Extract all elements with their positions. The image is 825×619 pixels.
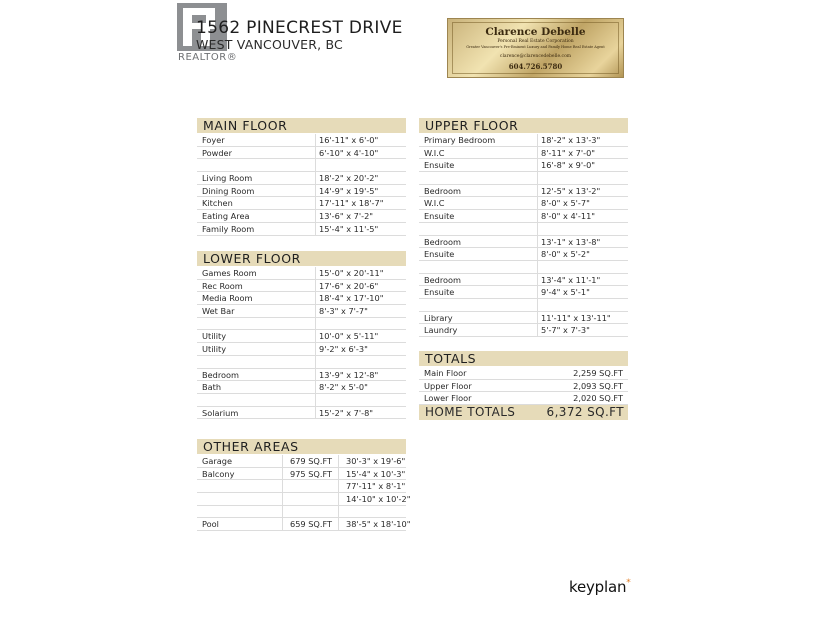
table-row [197,369,406,382]
room-dimensions: 17'-6" x 20'-6" [319,280,379,291]
column-divider [282,506,283,518]
column-divider [537,236,538,248]
table-row [197,172,406,185]
other-areas-table [197,455,411,531]
room-dimensions: 11'-11" x 13'-11" [541,312,611,323]
address-line-1: 1562 PINECREST DRIVE [196,18,403,38]
room-dimensions: 8'-0" x 4'-11" [541,211,596,222]
totals-table [419,367,628,405]
upper-floor-header: UPPER FLOOR [419,118,628,133]
column-divider [315,292,316,304]
room-name: Primary Bedroom [424,135,496,145]
column-divider [315,330,316,342]
table-row [197,223,406,236]
room-dimensions: 8'-0" x 5'-2" [541,249,590,260]
room-dimensions: 18'-2" x 13'-3" [541,135,601,145]
column-divider [537,286,538,298]
table-row [197,518,411,531]
column-divider [282,518,283,530]
room-dimensions: 13'-9" x 12'-8" [319,369,379,380]
lower-floor-header: LOWER FLOOR [197,251,406,266]
home-totals-label: HOME TOTALS [425,405,516,419]
room-name: Foyer [202,135,225,145]
realtor-wordmark: REALTOR® [178,52,238,63]
area-dimensions: 14'-10" x 10'-2" [346,494,411,505]
table-row [419,312,628,325]
column-divider [315,381,316,393]
table-row [419,159,628,172]
column-divider [315,197,316,209]
column-divider [537,172,538,184]
table-row [197,267,406,280]
table-row [419,274,628,287]
column-divider [338,518,339,530]
column-divider [282,493,283,505]
column-divider [537,134,538,146]
keyplan-star-icon: * [626,578,631,588]
room-dimensions: 16'-8" x 9'-0" [541,160,596,171]
table-row [197,210,406,223]
room-dimensions: 9'-2" x 6'-3" [319,344,368,355]
table-row [419,185,628,198]
agent-email: clarence@clarencedebelle.com [499,54,572,59]
room-dimensions: 10'-0" x 5'-11" [319,331,379,342]
keyplan-wordmark: keyplan [569,578,627,596]
table-row [419,261,628,274]
table-row [197,480,406,493]
totals-row [419,380,628,393]
room-name: Eating Area [202,211,250,222]
totals-label: Main Floor [424,368,467,378]
column-divider [282,480,283,492]
totals-header: TOTALS [419,351,628,366]
room-name: Ensuite [424,160,455,171]
totals-value: 2,093 SQ.FT [573,380,623,391]
totals-value: 2,259 SQ.FT [573,368,623,378]
column-divider [338,468,339,480]
room-name: Kitchen [202,198,233,209]
room-dimensions: 8'-2" x 5'-0" [319,382,368,393]
table-row [197,381,406,394]
main-floor-header: MAIN FLOOR [197,118,406,133]
column-divider [537,223,538,235]
table-row [419,134,628,147]
table-row [197,343,406,356]
column-divider [315,159,316,171]
room-name: Living Room [202,173,253,184]
table-row [419,286,628,299]
agent-phone: 604.726.5780 [508,62,563,71]
totals-value: 2,020 SQ.FT [573,393,623,404]
totals-row [419,392,628,405]
room-name: Wet Bar [202,306,235,317]
table-row [419,147,628,160]
column-divider [315,134,316,146]
column-divider [315,185,316,197]
table-row [419,324,628,337]
table-row [197,356,406,369]
room-dimensions: 14'-9" x 19'-5" [319,185,379,196]
table-row [197,159,406,172]
room-dimensions: 12'-5" x 13'-2" [541,185,601,196]
room-dimensions: 16'-11" x 6'-0" [319,135,379,145]
area-dimensions: 30'-3" x 19'-6" [346,456,406,466]
column-divider [315,210,316,222]
room-name: Laundry [424,325,458,336]
column-divider [315,267,316,279]
area-dimensions: 15'-4" x 10'-3" [346,468,406,479]
table-row [197,197,406,210]
column-divider [537,159,538,171]
table-row [197,134,406,147]
keyplan-logo [569,578,631,596]
column-divider [315,280,316,292]
table-row [197,147,406,160]
table-row [197,468,406,481]
room-dimensions: 18'-2" x 20'-2" [319,173,379,184]
column-divider [315,343,316,355]
table-row [197,330,406,343]
room-name: Solarium [202,407,239,418]
table-row [197,280,406,293]
area-dimensions: 77'-11" x 8'-1" [346,481,406,492]
table-row [197,407,406,420]
room-name: Bedroom [424,185,462,196]
room-name: Ensuite [424,249,455,260]
column-divider [315,318,316,330]
totals-label: Upper Floor [424,380,472,391]
column-divider [338,480,339,492]
area-size: 659 SQ.FT [290,519,333,530]
room-name: Dining Room [202,185,255,196]
agent-name: Clarence Debelle [485,26,586,38]
room-dimensions: 8'-3" x 7'-7" [319,306,368,317]
column-divider [537,185,538,197]
totals-label: Lower Floor [424,393,472,404]
table-row [419,248,628,261]
column-divider [537,248,538,260]
agent-tagline: Greater Vancouver's Pre-Eminent Luxury and Family Home Real Estate Agent [466,45,605,49]
column-divider [315,394,316,406]
room-dimensions: 15'-0" x 20'-11" [319,268,384,278]
room-name: Media Room [202,293,253,304]
room-dimensions: 18'-4" x 17'-10" [319,293,384,304]
room-name: Ensuite [424,211,455,222]
table-row [419,236,628,249]
area-size: 975 SQ.FT [290,468,333,479]
column-divider [537,324,538,336]
column-divider [537,299,538,311]
upper-floor-table [419,134,628,337]
area-size: 679 SQ.FT [290,456,333,466]
room-name: Rec Room [202,280,243,291]
table-row [197,455,406,468]
room-name: W.I.C [424,147,445,158]
table-row [197,318,406,331]
column-divider [315,223,316,235]
room-dimensions: 9'-4" x 5'-1" [541,287,590,298]
column-divider [315,172,316,184]
column-divider [315,305,316,317]
column-divider [537,274,538,286]
totals-row [419,367,628,380]
room-dimensions: 5'-7" x 7'-3" [541,325,590,336]
other-areas-header: OTHER AREAS [197,439,406,454]
room-dimensions: 15'-2" x 7'-8" [319,407,374,418]
column-divider [315,147,316,159]
column-divider [338,506,339,518]
room-name: Bedroom [424,274,462,285]
room-name: Ensuite [424,287,455,298]
area-name: Garage [202,456,232,466]
room-name: Utility [202,344,227,355]
column-divider [338,493,339,505]
address-line-2: WEST VANCOUVER, BC [196,37,343,52]
table-row [419,223,628,236]
area-name: Balcony [202,468,235,479]
column-divider [537,197,538,209]
table-row [197,394,406,407]
agent-corporation: Personal Real Estate Corporation [497,39,574,44]
room-dimensions: 13'-1" x 13'-8" [541,236,601,247]
table-row [419,299,628,312]
column-divider [537,261,538,273]
room-name: Bedroom [424,236,462,247]
table-row [419,172,628,185]
room-dimensions: 8'-11" x 7'-0" [541,147,596,158]
column-divider [537,210,538,222]
table-row [197,292,406,305]
room-dimensions: 15'-4" x 11'-5" [319,223,379,234]
column-divider [537,312,538,324]
room-dimensions: 17'-11" x 18'-7" [319,198,384,209]
main-floor-table [197,134,406,236]
room-dimensions: 13'-4" x 11'-1" [541,274,601,285]
area-dimensions: 38'-5" x 18'-10" [346,519,411,530]
room-name: W.I.C [424,198,445,209]
room-dimensions: 8'-0" x 5'-7" [541,198,590,209]
table-row [197,493,411,506]
room-name: Library [424,312,453,323]
home-totals-value: 6,372 SQ.FT [546,405,624,419]
column-divider [315,407,316,419]
room-name: Powder [202,147,232,158]
table-row [419,197,628,210]
room-name: Utility [202,331,227,342]
column-divider [282,468,283,480]
room-name: Family Room [202,223,255,234]
home-totals-row [419,405,628,420]
lower-floor-table [197,267,406,419]
agent-business-card [447,18,624,78]
column-divider [315,356,316,368]
room-name: Bath [202,382,222,393]
table-row [419,210,628,223]
room-dimensions: 13'-6" x 7'-2" [319,211,374,222]
column-divider [537,147,538,159]
room-dimensions: 6'-10" x 4'-10" [319,147,379,158]
room-name: Bedroom [202,369,240,380]
room-name: Games Room [202,268,257,278]
table-row [197,185,406,198]
column-divider [282,455,283,467]
table-row [197,305,406,318]
column-divider [315,369,316,381]
area-name: Pool [202,519,219,530]
column-divider [338,455,339,467]
table-row [197,506,406,519]
